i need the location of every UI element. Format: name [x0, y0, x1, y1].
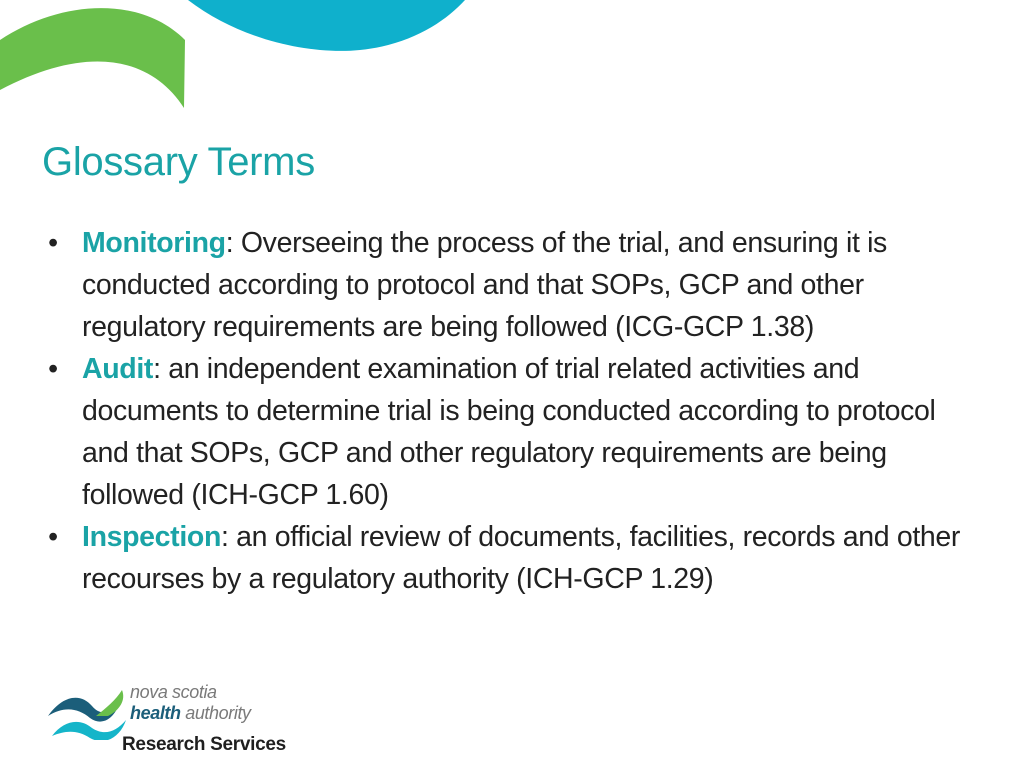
top-decoration: [0, 0, 1024, 140]
glossary-list: [42, 222, 982, 600]
logo-text-health: health: [130, 703, 181, 723]
bullet-marker: •: [48, 227, 58, 259]
list-item: [42, 222, 982, 348]
glossary-term: Inspection: [82, 521, 222, 553]
glossary-definition: : Overseeing the process of the trial, and ensuring it is conducted according to protocol and that SOPs, GCP and other regulatory requirements are being followed (ICG-GCP 1.38): [82, 227, 887, 343]
nsha-logo: [46, 676, 296, 760]
bullet-marker: •: [48, 353, 58, 385]
green-swoosh-shape: [0, 8, 185, 108]
cyan-arc-shape: [188, 0, 465, 51]
glossary-term: Audit: [82, 353, 154, 385]
list-item: [42, 516, 982, 600]
nsha-wave-logo-icon: [46, 676, 136, 740]
glossary-term: Monitoring: [82, 227, 226, 259]
page-title: Glossary Terms: [42, 140, 315, 184]
glossary-definition: : an official review of documents, facilities, records and other recourses by a regulatory authority (ICH-GCP 1.29): [82, 521, 961, 595]
list-item: [42, 348, 982, 516]
logo-text-authority: authority: [180, 703, 251, 723]
glossary-definition: : an independent examination of trial related activities and documents to determine trial is being conducted according to protocol and that SOPs, GCP and other regulatory requirements are being followed (ICH-GCP 1.60): [82, 353, 936, 511]
bullet-marker: •: [48, 521, 58, 553]
logo-subtitle: Research Services: [122, 734, 286, 755]
logo-text-line1: nova scotia: [130, 682, 217, 702]
logo-text-line2: [130, 703, 251, 723]
